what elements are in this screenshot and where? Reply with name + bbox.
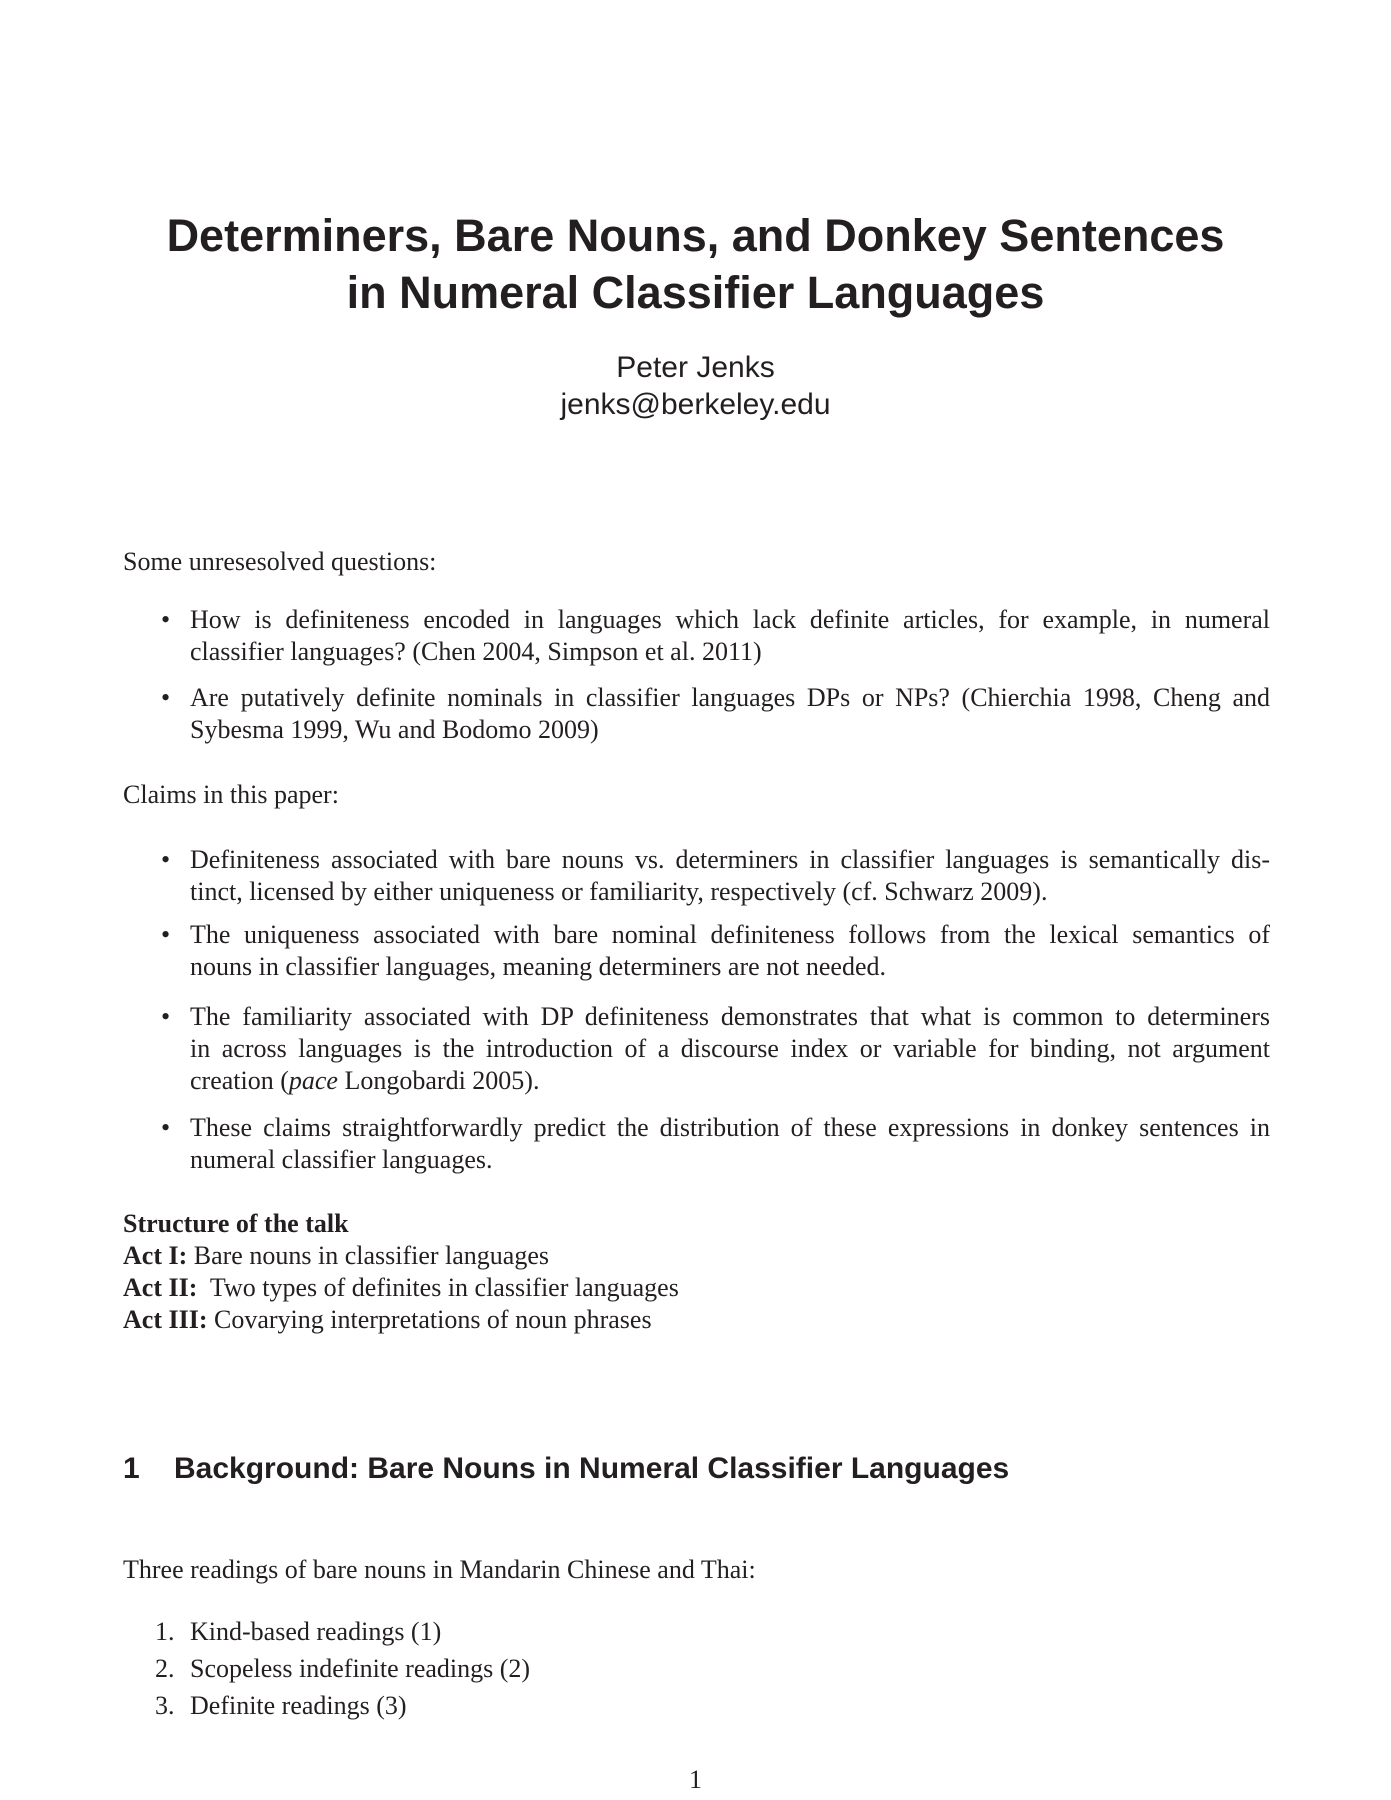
act-item [123,1304,679,1336]
text-line: Sybesma 1999, Wu and Bodomo 2009) [190,715,599,744]
structure-block [123,1208,679,1336]
claim-item [161,919,1270,983]
list-number: 1. [155,1617,175,1646]
text-line: Definiteness associated with bare nouns vs. determiners in classifier languages is semantically dis- [190,845,1270,874]
text-line [190,1065,1270,1097]
list-item [155,1616,530,1653]
bullet-icon: • [161,920,171,949]
question-item [161,604,1270,668]
act-label: Act I: [123,1241,188,1270]
italic-term: pace [288,1066,338,1095]
author-email: jenks@berkeley.edu [560,388,831,421]
act-text: Two types of definites in classifier languages [197,1273,679,1302]
bullet-icon: • [161,1002,171,1031]
text-line: The familiarity associated with DP definiteness demonstrates that what is common to determiners [190,1002,1270,1031]
readings-intro: Three readings of bare nouns in Mandarin Chinese and Thai: [123,1555,756,1584]
list-number: 2. [155,1654,175,1683]
text-line: classifier languages? (Chen 2004, Simpson et al. 2011) [190,637,762,666]
claims-intro: Claims in this paper: [123,780,339,809]
question-item [161,682,1270,746]
text-line: These claims straightforwardly predict the distribution of these expressions in donkey sentences in [190,1113,1270,1142]
structure-heading: Structure of the talk [123,1209,349,1238]
text-line: in across languages is the introduction of a discourse index or variable for binding, not argument [190,1034,1270,1063]
text-span: Longobardi 2005). [337,1066,540,1095]
act-label: Act III: [123,1305,208,1334]
text-line: How is definiteness encoded in languages which lack definite articles, for example, in numeral [190,605,1270,634]
title-line: in Numeral Classifier Languages [346,267,1045,318]
act-label: Act II: [123,1273,198,1302]
list-text: Scopeless indefinite readings (2) [190,1654,531,1683]
act-text: Covarying interpretations of noun phrases [207,1305,652,1334]
text-span: creation ( [190,1066,289,1095]
bullet-icon: • [161,605,171,634]
text-line: numeral classifier languages. [190,1145,493,1174]
act-item [123,1240,679,1272]
bullet-icon: • [161,683,171,712]
claim-item [161,1112,1270,1176]
section-title: Background: Bare Nouns in Numeral Classifier Languages [174,1452,1010,1485]
claim-item [161,1001,1270,1097]
text-line: tinct, licensed by either uniqueness or familiarity, respectively (cf. Schwarz 2009). [190,877,1048,906]
bullet-icon: • [161,845,171,874]
claim-item [161,844,1270,908]
page-number: 1 [689,1765,702,1794]
act-text: Bare nouns in classifier languages [187,1241,549,1270]
intro-text: Some unresesolved questions: [123,547,437,576]
list-item [155,1653,530,1690]
text-line: The uniqueness associated with bare nominal definiteness follows from the lexical semantics of [190,920,1270,949]
text-line: nouns in classifier languages, meaning determiners are not needed. [190,952,886,981]
list-number: 3. [155,1691,175,1720]
paper-title [0,207,1391,321]
author-name: Peter Jenks [616,351,775,384]
title-line: Determiners, Bare Nouns, and Donkey Sentences [166,210,1225,261]
bullet-icon: • [161,1113,171,1142]
section-number: 1 [123,1452,140,1485]
readings-list [155,1616,530,1727]
act-item [123,1272,679,1304]
text-line: Are putatively definite nominals in classifier languages DPs or NPs? (Chierchia 1998, Cheng and [190,683,1270,712]
list-item [155,1690,530,1727]
list-text: Definite readings (3) [190,1691,407,1720]
list-text: Kind-based readings (1) [190,1617,442,1646]
author-block [0,349,1391,423]
section-heading [123,1451,1009,1487]
